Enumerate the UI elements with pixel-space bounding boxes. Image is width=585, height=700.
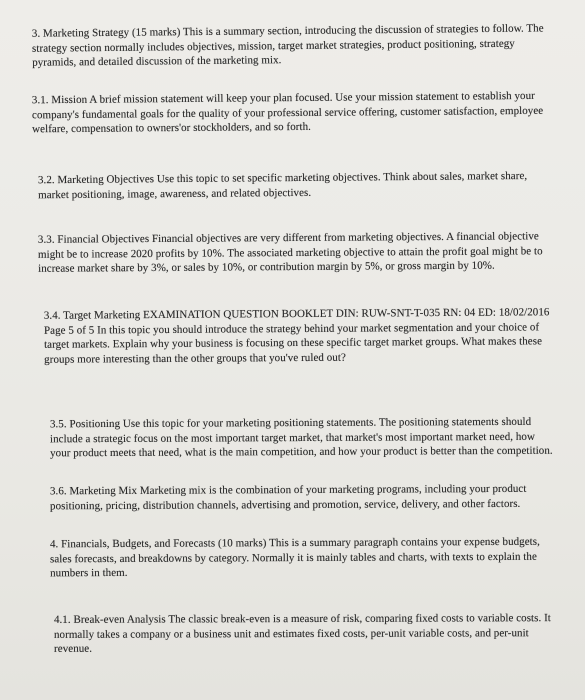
paragraph-mission: 3.1. Mission A brief mission statement will keep your plan focused. Use your mission statement to establish your company's fundamental goals for the quality of your professional service offering, customer satisfaction, employee welfare, compensation to owners'or stockholders, and so forth. (31, 89, 544, 136)
paragraph-financials: 4. Financials, Budgets, and Forecasts (10 marks) This is a summary paragraph contains your expense budgets, sales forecasts, and breakdowns by category. Normally it is mainly tables and charts, with texts to explain the numbers in them. (49, 535, 540, 580)
paragraph-financial-objectives: 3.3. Financial Objectives Financial objectives are very different from marketing objectives. A financial objective might be to increase 2020 profits by 10%. The associated marketing objective to attain the profit goal might be to increase market share by 3%, or sales by 10%, or contribution margin by 5%, or gross margin by 10%. (37, 230, 543, 275)
paragraph-positioning: 3.5. Positioning Use this topic for your marketing positioning statements. The positioning statements should include a strategic focus on the most important target market, that market's most important market need, how your product meets that need, what is the main competition, and how your product is better than the competition. (49, 415, 553, 460)
paragraph-marketing-mix: 3.6. Marketing Mix Marketing mix is the combination of your marketing programs, including your product positioning, pricing, distribution channels, advertising and promotion, service, delivery, and other factors. (49, 482, 527, 512)
paragraph-marketing-strategy: 3. Marketing Strategy (15 marks) This is a summary section, introducing the discussion of strategies to follow. The strategy section normally includes objectives, mission, target market strategies, product positioning, strategy pyramids, and detailed discussion of the marketing mix. (31, 22, 544, 69)
paragraph-target-marketing: 3.4. Target Marketing EXAMINATION QUESTION BOOKLET DIN: RUW-SNT-T-035 RN: 04 ED: 18/02/2016 Page 5 of 5 In this topic you should introduce the strategy behind your market segmentation and your choice of target markets. Explain why your business is focusing on these specific target market groups. What makes these groups more interesting than the other groups that you've ruled out? (43, 306, 550, 366)
paragraph-marketing-objectives: 3.2. Marketing Objectives Use this topic to set specific marketing objectives. Think about sales, market share, market positioning, image, awareness, and related objectives. (37, 169, 528, 201)
paragraph-break-even-analysis: 4.1. Break-even Analysis The classic break-even is a measure of risk, comparing fixed costs to variable costs. It normally takes a company or a business unit and estimates fixed costs, per-unit variable costs, and per-unit revenue. (53, 612, 551, 656)
